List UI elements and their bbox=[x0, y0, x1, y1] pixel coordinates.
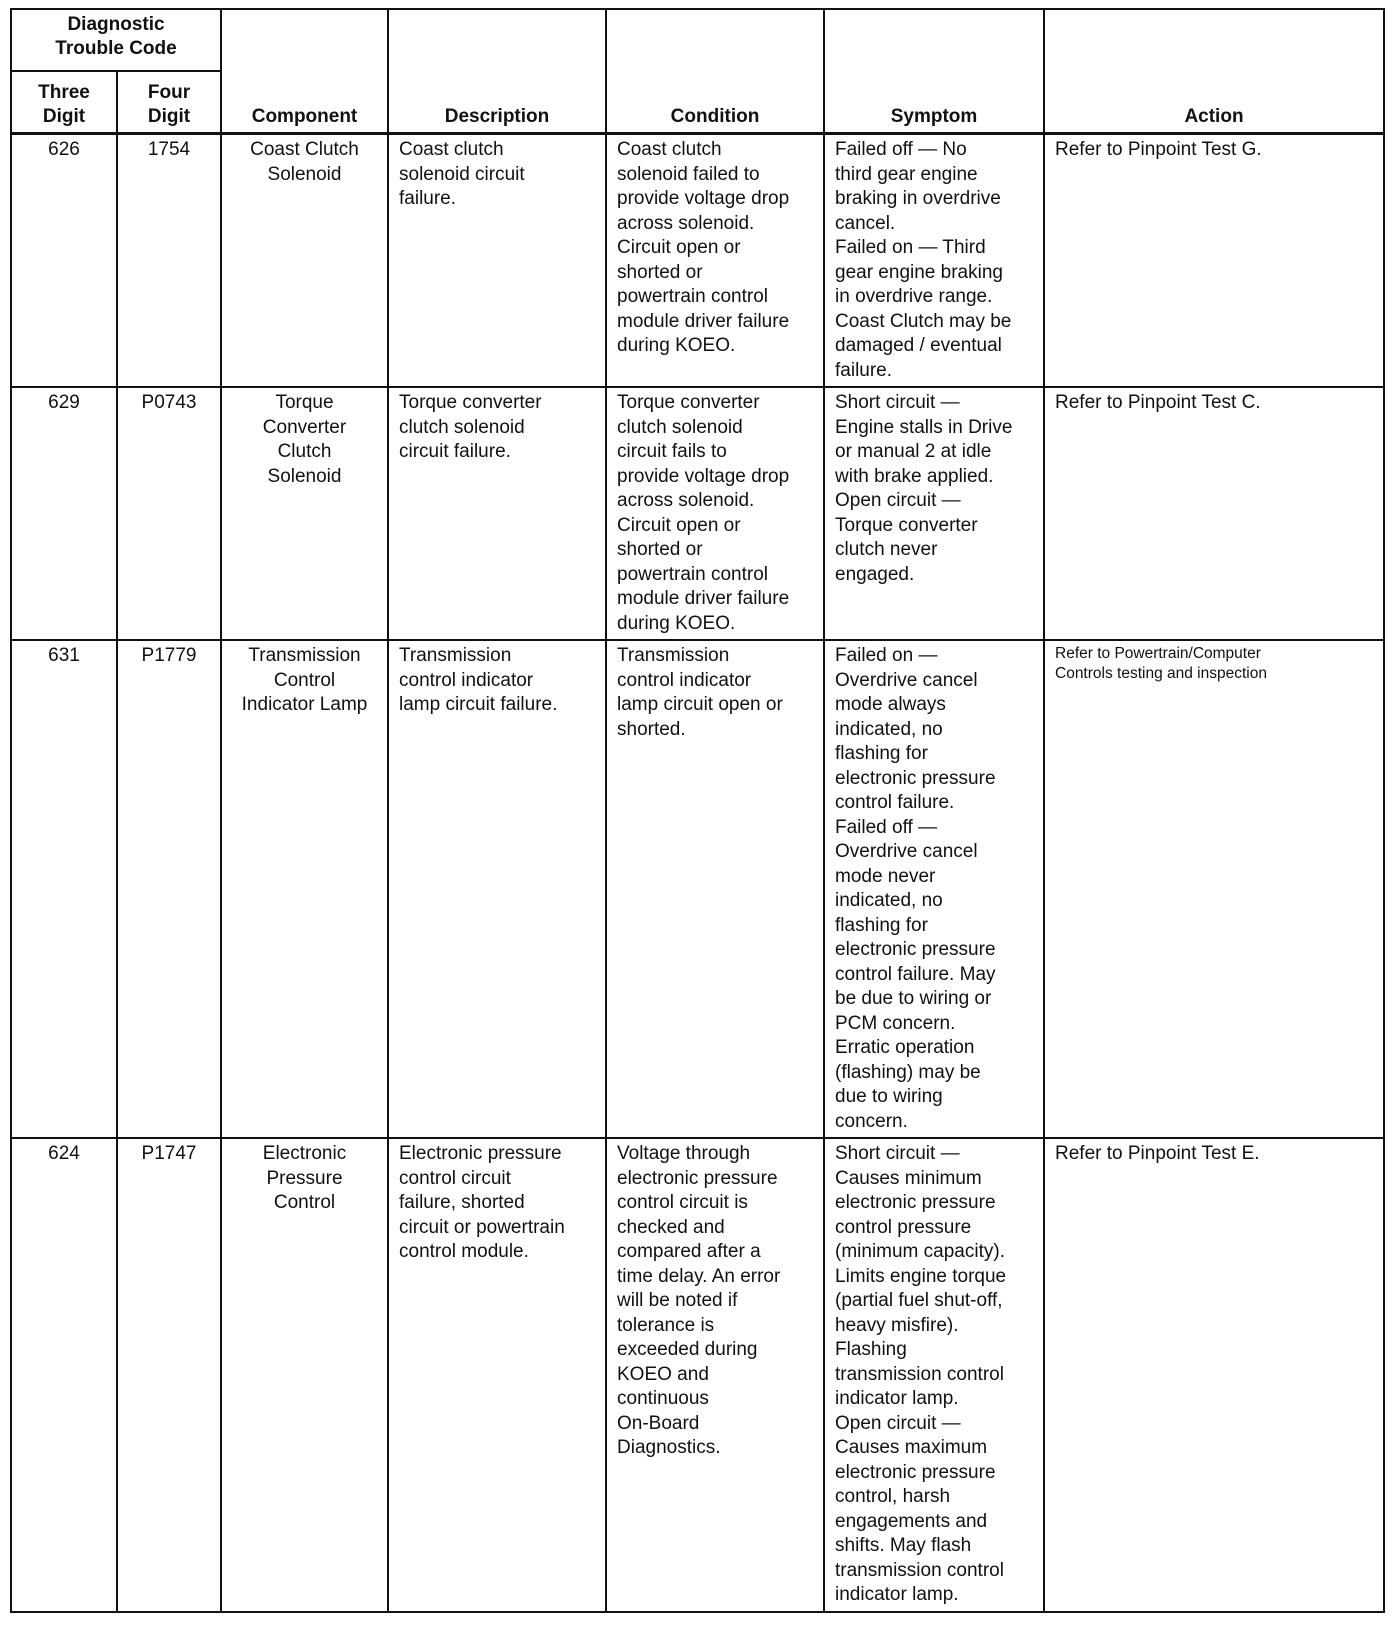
component-cell: Transmission Control Indicator Lamp bbox=[221, 640, 388, 1138]
header-three-digit: Three Digit bbox=[11, 71, 117, 134]
description-cell: Torque converter clutch solenoid circuit failure. bbox=[388, 387, 606, 640]
condition-cell: Voltage through electronic pressure control circuit is checked and compared after a time delay. An error will be noted if tolerance is exceeded during KOEO and continuous On-Board Diagnostics. bbox=[606, 1138, 824, 1612]
three-digit-code: 631 bbox=[11, 640, 117, 1138]
header-diagnostic-trouble-code: Diagnostic Trouble Code bbox=[11, 9, 221, 71]
condition-cell: Transmission control indicator lamp circuit open or shorted. bbox=[606, 640, 824, 1138]
header-condition: Condition bbox=[606, 9, 824, 134]
four-digit-code: P1747 bbox=[117, 1138, 221, 1612]
header-component: Component bbox=[221, 9, 388, 134]
four-digit-code: 1754 bbox=[117, 134, 221, 388]
symptom-cell: Short circuit — Causes minimum electronic pressure control pressure (minimum capacity). Limits engine torque (partial fuel shut-off, heavy misfire). Flashing transmission control indicator lamp. Open circuit — Causes maximum electronic pressure control, harsh engagements and shifts. May flash transmission control indicator lamp. bbox=[824, 1138, 1044, 1612]
action-cell: Refer to Pinpoint Test E. bbox=[1044, 1138, 1384, 1612]
table-header bbox=[11, 9, 1384, 134]
action-cell: Refer to Pinpoint Test G. bbox=[1044, 134, 1384, 388]
symptom-cell: Failed on — Overdrive cancel mode always indicated, no flashing for electronic pressure control failure. Failed off — Overdrive cancel mode never indicated, no flashing for electronic pressure control failure. May be due to wiring or PCM concern. Erratic operation (flashing) may be due to wiring concern. bbox=[824, 640, 1044, 1138]
table-row bbox=[11, 134, 1384, 388]
diagnostic-trouble-code-table bbox=[10, 8, 1385, 1613]
component-cell: Electronic Pressure Control bbox=[221, 1138, 388, 1612]
three-digit-code: 624 bbox=[11, 1138, 117, 1612]
action-cell: Refer to Powertrain/Computer Controls testing and inspection bbox=[1044, 640, 1384, 1138]
description-cell: Electronic pressure control circuit failure, shorted circuit or powertrain control module. bbox=[388, 1138, 606, 1612]
condition-cell: Coast clutch solenoid failed to provide voltage drop across solenoid. Circuit open or shorted or powertrain control module driver failure during KOEO. bbox=[606, 134, 824, 388]
table-row bbox=[11, 1138, 1384, 1612]
table-row bbox=[11, 387, 1384, 640]
four-digit-code: P0743 bbox=[117, 387, 221, 640]
component-cell: Torque Converter Clutch Solenoid bbox=[221, 387, 388, 640]
three-digit-code: 626 bbox=[11, 134, 117, 388]
action-cell: Refer to Pinpoint Test C. bbox=[1044, 387, 1384, 640]
description-cell: Coast clutch solenoid circuit failure. bbox=[388, 134, 606, 388]
header-four-digit: Four Digit bbox=[117, 71, 221, 134]
component-cell: Coast Clutch Solenoid bbox=[221, 134, 388, 388]
table-row bbox=[11, 640, 1384, 1138]
description-cell: Transmission control indicator lamp circuit failure. bbox=[388, 640, 606, 1138]
four-digit-code: P1779 bbox=[117, 640, 221, 1138]
condition-cell: Torque converter clutch solenoid circuit fails to provide voltage drop across solenoid. Circuit open or shorted or powertrain control module driver failure during KOEO. bbox=[606, 387, 824, 640]
symptom-cell: Failed off — No third gear engine braking in overdrive cancel. Failed on — Third gear engine braking in overdrive range. Coast Clutch may be damaged / eventual failure. bbox=[824, 134, 1044, 388]
symptom-cell: Short circuit — Engine stalls in Drive or manual 2 at idle with brake applied. Open circuit — Torque converter clutch never engaged. bbox=[824, 387, 1044, 640]
header-action: Action bbox=[1044, 9, 1384, 134]
header-symptom: Symptom bbox=[824, 9, 1044, 134]
header-description: Description bbox=[388, 9, 606, 134]
three-digit-code: 629 bbox=[11, 387, 117, 640]
